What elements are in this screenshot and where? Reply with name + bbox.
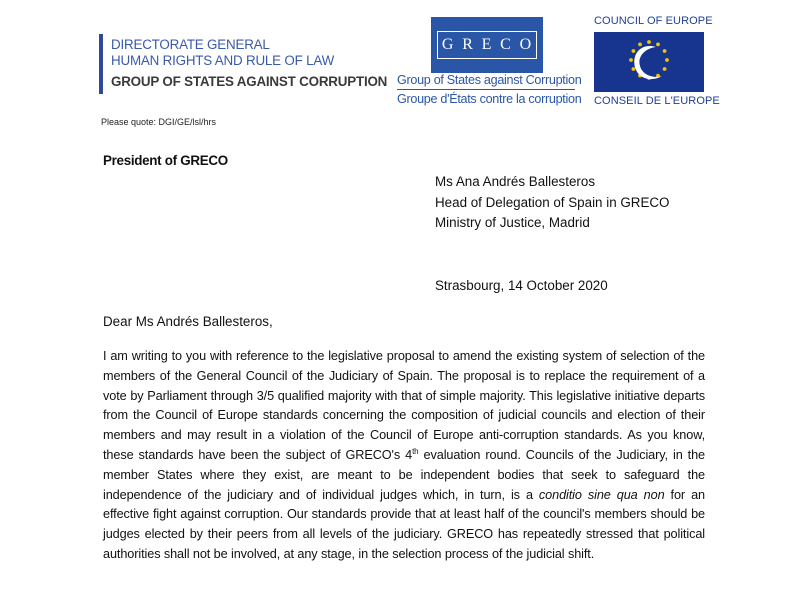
- directorate-line-3: GROUP OF STATES AGAINST CORRUPTION: [111, 74, 388, 89]
- greco-logo: [397, 14, 582, 110]
- sender-title: President of GRECO: [103, 153, 228, 168]
- greco-letter: G: [441, 36, 455, 53]
- body-paragraph: [103, 347, 705, 565]
- body-text-part-3: for an effective fight against corruption. Our standards provide that at least half of the council's members should be judges elected by their peers from all levels of the judiciary. GRECO has repeatedly stressed that political authorities shall not be involved, at any stage, in the selection process of the judicial shift.: [103, 487, 705, 561]
- greco-letter: E: [481, 36, 493, 53]
- letter-date: Strasbourg, 14 October 2020: [435, 278, 608, 293]
- greco-logo-box: [431, 17, 543, 73]
- recipient-name: Ms Ana Andrés Ballesteros: [435, 174, 596, 189]
- greco-name-en: Group of States against Corruption: [397, 73, 582, 87]
- directorate-accent-bar: [99, 34, 103, 94]
- recipient-org: Ministry of Justice, Madrid: [435, 215, 590, 230]
- body-text-part-1: I am writing to you with reference to the legislative proposal to amend the existing system of selection of the members of the General Council of the Judiciary of Spain. The proposal is to replace the requirement of a vote by Parliament through 3/5 qualified majority with that of simple majority. This legislative initiative departs from the Council of Europe standards concerning the composition of judicial councils and election of their members and may result in a violation of the Council of Europe anti-corruption standards. As you know, these standards have been the subject of GRECO's 4: [103, 349, 705, 462]
- greco-letter: O: [519, 36, 533, 53]
- greco-name-fr: Groupe d'États contre la corruption: [397, 92, 582, 106]
- directorate-line-2: HUMAN RIGHTS AND RULE OF LAW: [111, 53, 335, 68]
- latin-phrase: conditio sine qua non: [538, 487, 665, 502]
- coe-star-circle-icon: [594, 32, 704, 92]
- body-text-part-2: evaluation round. Councils of the Judiciary, in the member States where they exist, are meant to be independent bodies that seek to safeguard the independence of the judiciary and of individual judges which, in turn, is a: [103, 447, 705, 502]
- greco-logo-letters: [437, 31, 537, 59]
- recipient-title: Head of Delegation of Spain in GRECO: [435, 194, 670, 210]
- coe-name-en: COUNCIL OF EUROPE: [594, 15, 713, 27]
- recipient-address: [435, 172, 669, 234]
- coe-flag-emblem: [594, 32, 704, 92]
- ordinal-superscript: th: [412, 446, 419, 456]
- coe-name-fr: CONSEIL DE L'EUROPE: [594, 95, 720, 107]
- greco-divider: [397, 89, 575, 90]
- greco-letter: R: [462, 36, 474, 53]
- reference-line: Please quote: DGI/GE/lsl/hrs: [101, 117, 217, 127]
- council-of-europe-logo: [594, 12, 720, 110]
- greco-letter: C: [500, 36, 512, 53]
- salutation: Dear Ms Andrés Ballesteros,: [103, 314, 273, 329]
- directorate-line-1: DIRECTORATE GENERAL: [111, 37, 270, 52]
- directorate-header: [99, 34, 388, 94]
